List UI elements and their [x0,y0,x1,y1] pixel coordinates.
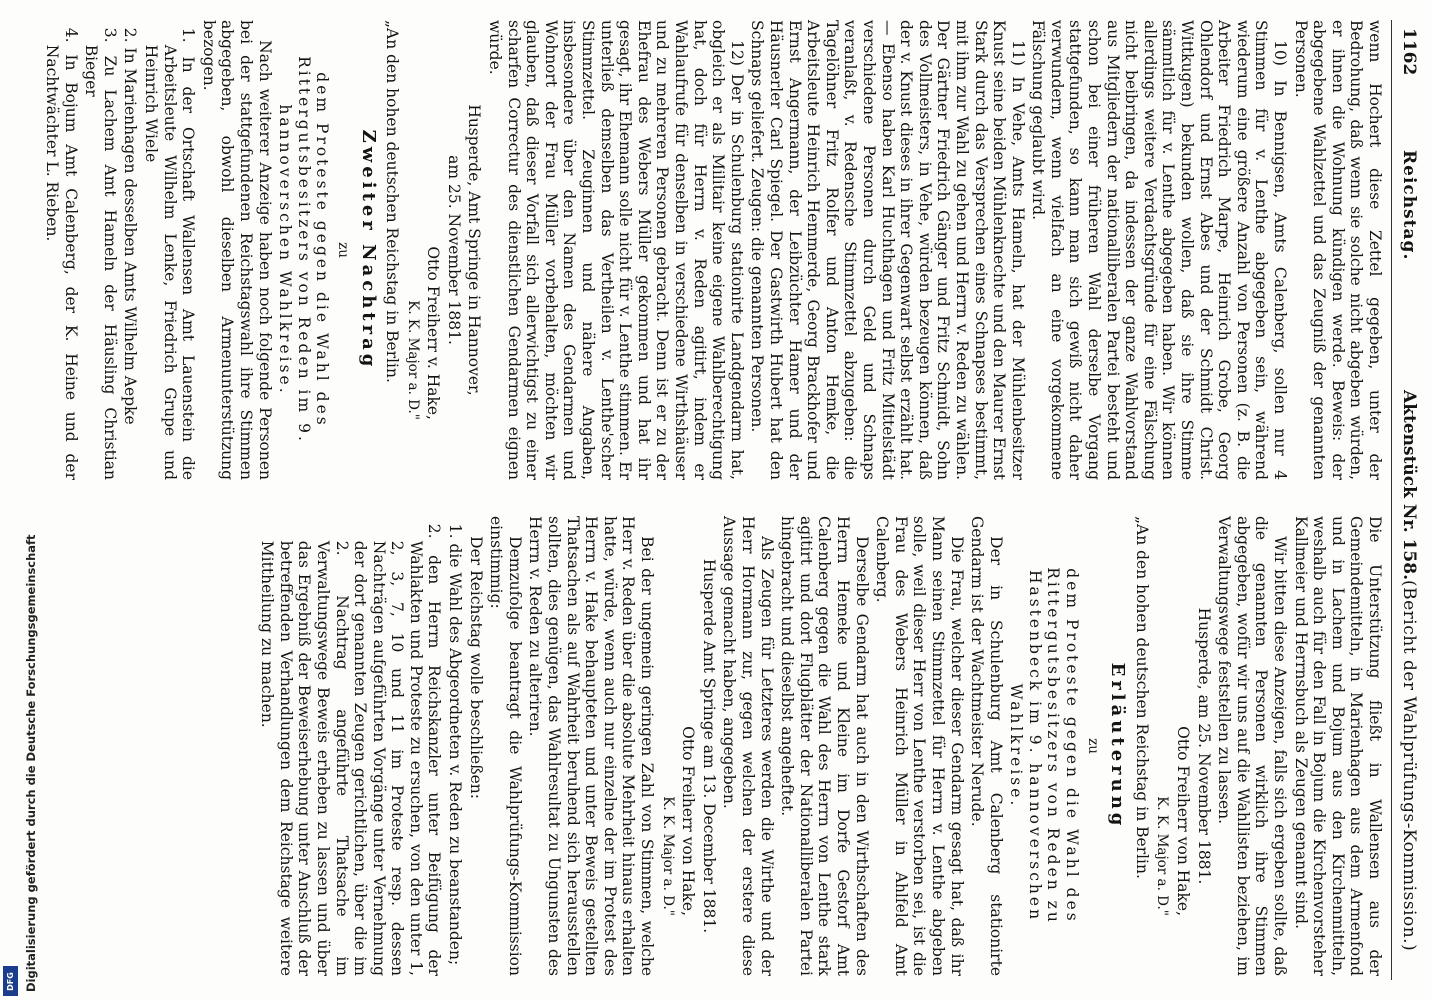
page-header [1391,20,1420,980]
protest-title: dem Proteste gegen die Wahl des Rittergutsbesitzers von Reden zu Hastenbeck im 9. hannoverschen Wahlkreise. [1007,567,1082,925]
paragraph: wenn Hochert diese Zettel gegeben, unter der Bedrohung, daß wenn sie solche nicht abgeben würden, er ihnen die Wohnung kündigen werde. Beweis: der abgegebene Wahlzettel und das Zeugniß der genannten Personen. [1291,20,1384,480]
place-date-line: Husperde, am 25. November 1881. [1194,607,1213,885]
list-item: 2. den Herrn Reichskanzler unter Beifügung der Wahlakten und Proteste zu ersuchen, von den unter 1, 2, 3, 7, 10 und 11 im Proteste resp. dessen Nachträgen aufgeführten Vorgänge unter Vernehmung der dort genannten Zeugen gerichtlichen, über die im 2. Nachtrag angeführte Thatsache im Verwaltungswege Beweis erheben zu lassen und über das Ergebniß der Beweiserhebung unter Anschluß der betreffenden Verhandlungen dem Reichstage weitere Mittheilung zu machen. [258,523,444,976]
paragraph: Der in Schulenburg Amt Calenberg stationirte Gendarm ist der Wachtmeister Nerude. [968,516,1005,976]
zu-line: zu [1084,738,1101,754]
section-note: (Bericht der Wahlprüfungs-Kommission.) [1399,580,1419,952]
paragraph: Derselbe Gendarm hat auch in den Wirthschaften des Herrn Hemeke und Kleine im Dorfe Gestorf Amt Calenberg gegen die Wahl des Herrn von Lenthe stark agitirt und dort Flugblätter der Nationalliberalen Partei hingebracht und dieselbst angeheftet. [778,516,871,976]
signature: Otto Freiherr von Hake, [679,726,698,916]
digitization-footer [0,534,38,1000]
place-date-line: Husperde Amt Springe am 13. December 1881. [699,558,718,934]
list-item: 4. In Bojum Amt Calenberg, der K. Heine und der Nachtwächter L. Rieben. [43,27,80,480]
list-item: 2. In Marienhagen desselben Amts Wilhelm Aepke [121,27,140,425]
paragraph: Wir bitten diese Anzeigen, falls sich ergeben sollte, daß die genannten Personen wirklich ihre Stimmen abgegeben, wofür wir uns auf die Wahllisten beziehen, im Verwaltungswege feststellen zu lassen. [1215,516,1290,976]
zu-line: zu [334,242,351,258]
list-item: 1. In der Ortschaft Wallensen Amt Lauenstein die Arbeitsleute Wilhelm Lenke, Friedrich Grupe und Heinrich Wiele [142,27,198,480]
signature: Otto Freiherr von Hake, [1174,726,1193,916]
paragraph: Bei der ungemein geringen Zahl von Stimmen, welche Herr v. Reden über die absolute Mehrheit hinaus erhalten hatte, würde, wenn auch nur einzelne der im Protest des Herrn v. Hake behaupteten und unter Beweis gestellten Thatsachen als auf Wahrheit beruhend sich herausstellen sollten, dies genügen, das Wahlresultat zu Ungunsten des Herrn v. Reden zu alteriren. [526,516,657,976]
section-heading: Zweiter Nachtrag [357,129,379,371]
date-line: am 25. November 1881. [444,155,463,345]
section-heading: Erläuterung [1107,662,1129,830]
signature: Otto Freiherr v. Hake, [424,246,443,420]
paragraph: 12) Der in Schulenburg stationirte Landgendarm hat, obgleich er als Militair keine eigene Wahlberechtigung hat, doch für Herrn v. Reden agitirt, indem er Wahlaufrufe für denselben in verschiedene Wirthshäuser und zu mehreren Personen gebracht. Denn ist er zu der Ehefrau des Webers Müller gekommen und hat ihr gesagt, ihr Ehemann solle nicht für v. Lenthe stimmen. Er unterließ demselben das Vertheilen v. Lenthe'scher Stimmzettel. Zeuginnen und nähere Angaben, insbesondere über den Namen des Gendarmen und Wohnort der Frau Müller vorbehalten, möchten wir glauben, daß dieser Vorfall sich allerwichtigst zu einer scharfen Correctur des dienstlichen Gendarmen eignen würde. [486,20,746,480]
issue-number: Aktenstück Nr. 158. [1399,390,1419,581]
paragraph: Als Zeugen für Letzteres werden die Wirthe und der Herr Hormann zur, gegen welchen der erstere diese Aussage gemacht haben, angegeben. [720,516,776,976]
paragraph: Demzufolge beantragt die Wahlprüfungs-Kommission einstimmig: [487,516,524,976]
signature-rank: K. K. Major a. D." [404,300,421,420]
funding-notice: Digitalisierung gefördert durch die Deutsche Forschungsgemeinschaft [24,534,38,992]
left-column [40,20,1384,480]
paragraph: 10) In Bennigsen, Amts Calenberg, sollen nur 4 Stimmen für v. Lenthe abgegeben sein, während wiederum eine größere Anzahl von Personen (z. B. die Arbeiter Friedrich Marpe, Heinrich Grobe, Georg Ohlendorf und Ernst Abes und der Schmidt Christ. Wittkugen) bekunden wollen, daß sie ihre Stimme sämmtlich für v. Lenthe abgegeben haben. Wir können allerdings weitere Verdachtsgründe für eine Fälschung nicht beibringen, da indessen der ganze Wahlvorstand aus Mitgliedern der nationalliberalen Partei besteht und schon bei einer früheren Wahl derselbe Vorgang stattgefunden, so kann man sich gewiß nicht daher verwundern, wenn vielfach an eine vorgekommene Fälschung geglaubt wird. [1029,20,1290,480]
paragraph: Nach weiterer Anzeige haben noch folgende Personen bei der stattgefundenen Reichstagswahl ihre Stimmen abgegeben, obwohl dieselben Armenunterstützung bezogen. [199,20,274,480]
signature-rank: K. K. Major a. D." [659,796,676,916]
addressee: „An den hohen deutschen Reichstag in Berlin. [383,20,402,383]
addressee: „An den hohen deutschen Reichstag in Berlin. [1132,516,1151,879]
paragraph: 11) In Vehe, Amts Hameln, hat der Mühlenbesitzer Knust seine beiden Mühlenknechte und den Maurer Ernst Stark durch das Versprechen eines Schnapses bestimmt, mit ihm zur Wahl zu gehen und Herrn v. Reden zu wählen. Der Gärtner Friedrich Gänger und Fritz Schmidt, Sohn des Vollmeisters, in Vehe, würden bezeugen können, daß der v. Knust dieses in ihrer Gegenwart selbst erzählt hat. — Ebenso haben Karl Huchthagen und Fritz Mittelstädt verschiedene Personen durch Geld und Schnaps veranlaßt, v. Redensche Stimmzettel abzugeben: die Tagelöhner Fritz Rolfer und Anton Hemke, die Arbeitsleute Heinrich Hemmerde, Georg Brackhofer und Ernst Angermann, der Leibzüchter Hamer und der Häusnerler Carl Spiegel. Der Gastwirth Hubert hat den Schnaps geliefert. Zeugen: die genannten Personen. [748,20,1027,480]
rotated-newspaper-page [10,20,1420,980]
protest-title: dem Proteste gegen die Wahl des Rittergutsbesitzers von Reden im 9. hannoverschen Wahlkreise. [276,56,332,444]
list-item: 3. Zu Lachem Amt Hameln der Häusling Christian Bieger [82,27,119,480]
paragraph: Der Reichstag wolle beschließen: [466,536,485,799]
right-column [256,516,1384,976]
paragraph: Die Frau, welcher dieser Gendarm gesagt hat, daß ihr Mann seinen Stimmzettel für Herrn v. Lenthe abgeben solle, weil dieser Herr von Lenthe verstorben sei, ist die Frau des Webers Heinrich Müller in Ahlfeld Amt Calenberg. [873,516,966,976]
dfg-logo-text: DFG [6,971,16,991]
place-line: Husperde, Amt Springe in Hannover, [465,104,484,396]
list-item: 1. die Wahl des Abgeordneten v. Reden zu beanstanden; [446,523,465,966]
signature-rank: K. K. Major a. D." [1154,796,1171,916]
dfg-logo [3,966,18,996]
paragraph: Die Unterstützung fließt in Wallensen aus der Gemeindemitteln, in Marienhagen aus dem Armenfond und in Lachem und Bojum aus den Kirchenmitteln, weshalb auch für den Fall in Bojum die Kirchenvorsteher Kallmeier und Herrnsbuch als Zeugen genannt sind. [1291,516,1384,976]
publication-title: Reichstag. [1399,150,1419,261]
page-number: 1162 [1399,28,1419,76]
